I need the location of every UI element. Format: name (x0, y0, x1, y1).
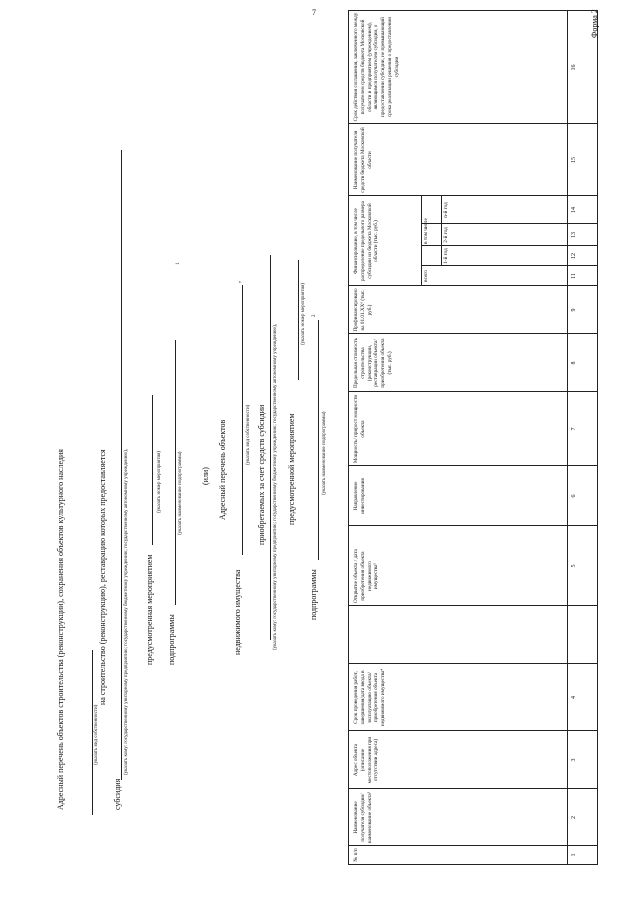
title-b-line-1: Адресный перечень объектов (218, 419, 227, 520)
header-col-8: Предельная стоимость строительства (реконструкции, реставрации объекта/приобретения объекта (тыс. руб.) (353, 337, 393, 389)
subprogram-line (175, 340, 176, 605)
subprogram-line-b (318, 320, 319, 560)
subsidy-label: субсидия (113, 778, 122, 810)
page-number: 7 (312, 8, 316, 17)
title-line-2: на строительство (реконструкцию), реставрацию которых предоставляется (98, 449, 107, 705)
ownership-line-b (242, 285, 243, 555)
col-border (349, 195, 597, 196)
footnote-1: 1 (176, 262, 181, 265)
header-col-12: 1-й год (443, 248, 449, 264)
header-financing-group: Финансирование, в том числе распределение предельного размера субсидии из бюджета Московской области (тыс. руб.) (353, 201, 380, 281)
hint-ownership-b: (указать вид собственности) (246, 404, 251, 465)
col-number-14: 14 (571, 207, 577, 213)
col-border (349, 285, 597, 286)
header-col-2: Наименование получателя субсидии/ наименование объекта³ (353, 791, 373, 844)
realty-label: недвижимого имущества (233, 569, 242, 655)
header-col-5: Открытие объекта / дата приобретения объекта недвижимого имущества⁵ (353, 549, 380, 603)
recipient-line-b (270, 255, 271, 640)
ownership-line (92, 650, 93, 815)
row-border (421, 196, 422, 286)
hint-recipient-b: (указать кому: государственному унитарному предприятию; государственному бюджетному учреждению; государственному автономному учреждению), (273, 323, 278, 650)
col-border (349, 123, 597, 124)
event-label: предусмотренная мероприятием (145, 554, 154, 665)
col-number-3: 3 (571, 758, 577, 762)
subprogram-label-b: подпрограммы (309, 569, 318, 620)
hint-subprogram: (указать наименование подпрограммы) (178, 451, 183, 535)
header-col-11: всего (423, 270, 429, 282)
header-col-15: Наименование получателя средств бюджета Московской области (353, 127, 373, 193)
col-number-4: 4 (571, 696, 577, 699)
header-col-3: Адрес объекта (описание местоположения при отсутствии адреса) (353, 736, 380, 784)
col-border (349, 663, 597, 664)
header-col-7: Мощность/ прирост мощности объекта (353, 394, 366, 464)
hint-ownership: (указать вид собственности) (94, 704, 99, 765)
header-col-1: № п/п (353, 848, 359, 862)
title-line-1: Адресный перечень объектов строительства (реконструкции), сохранения объектов культурного наследия (56, 449, 65, 810)
col-border (349, 788, 597, 789)
subprogram-label: подпрограммы (167, 614, 176, 665)
col-border (349, 730, 597, 731)
hint-recipient: (указать кому: государственному унитарному предприятию; государственному бюджетному учреждению; государственному автономному учреждению), (124, 448, 129, 775)
col-number-11: 11 (571, 273, 577, 279)
header-col-6: Направление инвестирования (353, 478, 366, 514)
col-number-13: 13 (571, 232, 577, 238)
col-number-9: 9 (571, 308, 577, 312)
objects-table (348, 10, 598, 865)
col-number-2: 2 (571, 816, 577, 819)
col-border (349, 845, 597, 846)
col-number-12: 12 (571, 253, 577, 259)
event-number-line-b (298, 260, 299, 380)
header-col-16: Срок действия соглашения, заключенного между получателем средств бюджета Московской области и предприятием (учреждением), являющимся получателем субсидии, о предоставлении субсидии, не превышающий срока реализации решения о предоставлении субсидии (353, 12, 400, 122)
col-number-6: 6 (571, 494, 577, 498)
col-number-7: 7 (571, 427, 577, 431)
header-col-13: 2-й год (443, 227, 449, 243)
footnote-2: 2 (312, 314, 317, 317)
header-including: в том числе (423, 218, 429, 244)
col-number-16: 16 (571, 64, 577, 71)
recipient-line (121, 150, 122, 780)
col-number-8: 8 (571, 361, 577, 365)
title-b-line-2: приобретаемых за счет средств субсидии (257, 404, 266, 545)
header-col-9: Профинансировано на 01.01.XX⁶ (тыс. руб.) (353, 288, 373, 332)
col-number-15: 15 (571, 157, 577, 163)
hint-subprogram-b: (указать наименование подпрограммы) (322, 411, 327, 495)
col-number-1: 1 (571, 853, 577, 857)
hint-event-number: (указать номер мероприятия) (157, 450, 162, 513)
form-label: Форма 2 (590, 9, 599, 38)
event-number-line (152, 395, 153, 545)
header-col-4: Срок проведения работ, завершения/дата ввода в эксплуатацию объекта/ приобретения объекта недвижимого имущества⁴ (353, 668, 386, 727)
hint-event-number-b: (указать номер мероприятия) (301, 282, 306, 345)
comma: , (233, 281, 242, 283)
or-label: (или) (201, 467, 210, 485)
col-border (349, 605, 597, 606)
row-border (567, 11, 568, 864)
event-label-b: предусмотренной мероприятием (287, 413, 296, 525)
col-border (349, 333, 597, 334)
col-number-5: 5 (571, 564, 577, 568)
col-border (349, 465, 597, 466)
col-border (349, 391, 597, 392)
row-border (441, 196, 442, 266)
col-border (349, 525, 597, 526)
header-col-14: n-й год (443, 202, 449, 218)
